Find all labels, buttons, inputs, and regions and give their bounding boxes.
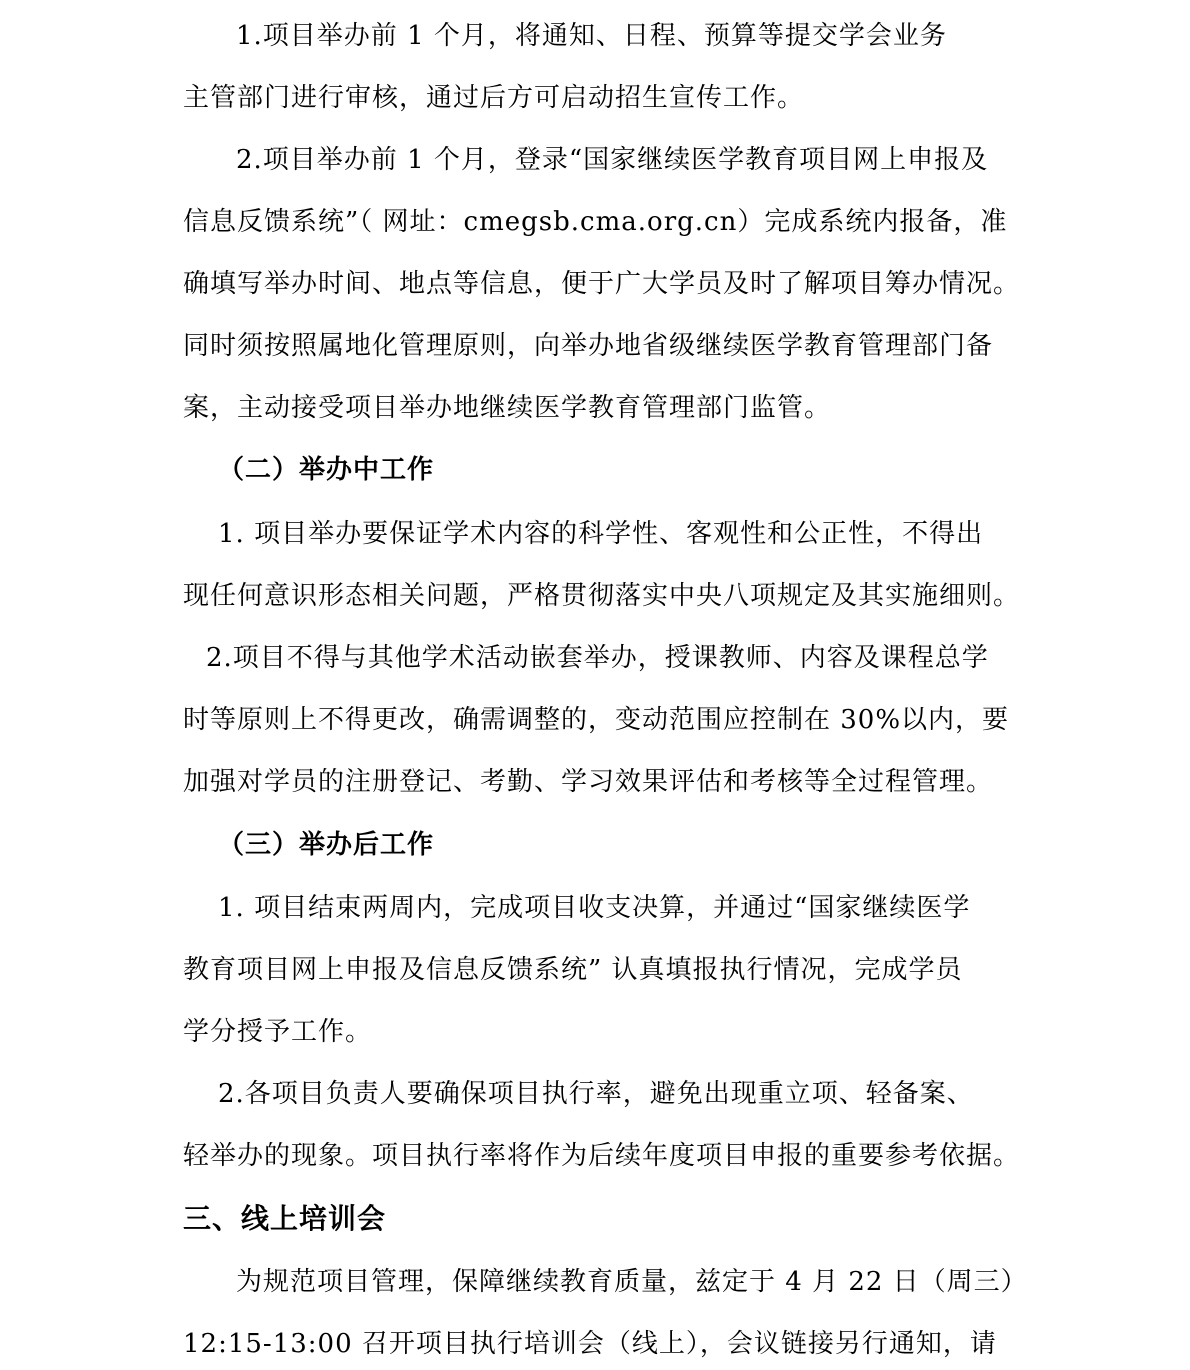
after-item1-line3: 学分授予工作。 <box>183 1017 373 1047</box>
after-item1-line1: 1. 项目结束两周内，完成项目收支决算，并通过“国家继续医学 <box>218 893 971 923</box>
after-item2-line1: 2.各项目负责人要确保项目执行率，避免出现重立项、轻备案、 <box>218 1079 974 1109</box>
after-item1-line2: 教育项目网上申报及信息反馈系统” 认真填报执行情况，完成学员 <box>183 955 963 985</box>
during-item2-line3: 加强对学员的注册登记、考勤、学习效果评估和考核等全过程管理。 <box>183 767 994 797</box>
before-item2-line2: 信息反馈系统”（ 网址：cmegsb.cma.org.cn）完成系统内报备，准 <box>183 207 1008 237</box>
section-three-para-line2: 12:15-13:00 召开项目执行培训会（线上），会议链接另行通知，请 <box>183 1329 997 1359</box>
during-item2-line2: 时等原则上不得更改，确需调整的，变动范围应控制在 30%以内，要 <box>183 705 1010 735</box>
before-item2-line5: 案，主动接受项目举办地继续医学教育管理部门监管。 <box>183 393 832 423</box>
during-item1-line1: 1. 项目举办要保证学术内容的科学性、客观性和公正性，不得出 <box>218 519 984 549</box>
before-item1-line1: 1.项目举办前 1 个月，将通知、日程、预算等提交学会业务 <box>236 21 947 51</box>
before-item2-line3: 确填写举办时间、地点等信息，便于广大学员及时了解项目筹办情况。 <box>183 269 1021 299</box>
before-item1-line2: 主管部门进行审核，通过后方可启动招生宣传工作。 <box>183 83 805 113</box>
during-heading: （二）举办中工作 <box>218 455 435 485</box>
after-heading: （三）举办后工作 <box>218 830 435 860</box>
after-item2-line2: 轻举办的现象。项目执行率将作为后续年度项目申报的重要参考依据。 <box>183 1141 1021 1171</box>
during-item2-line1: 2.项目不得与其他学术活动嵌套举办，授课教师、内容及课程总学 <box>206 643 989 673</box>
section-three-heading: 三、线上培训会 <box>183 1202 387 1235</box>
before-item2-line4: 同时须按照属地化管理原则，向举办地省级继续医学教育管理部门备 <box>183 331 994 361</box>
before-item2-line1: 2.项目举办前 1 个月，登录“国家继续医学教育项目网上申报及 <box>236 145 989 175</box>
during-item1-line2: 现任何意识形态相关问题，严格贯彻落实中央八项规定及其实施细则。 <box>183 581 1021 611</box>
section-three-para-line1: 为规范项目管理，保障继续教育质量，兹定于 4 月 22 日（周三） <box>236 1267 1028 1297</box>
